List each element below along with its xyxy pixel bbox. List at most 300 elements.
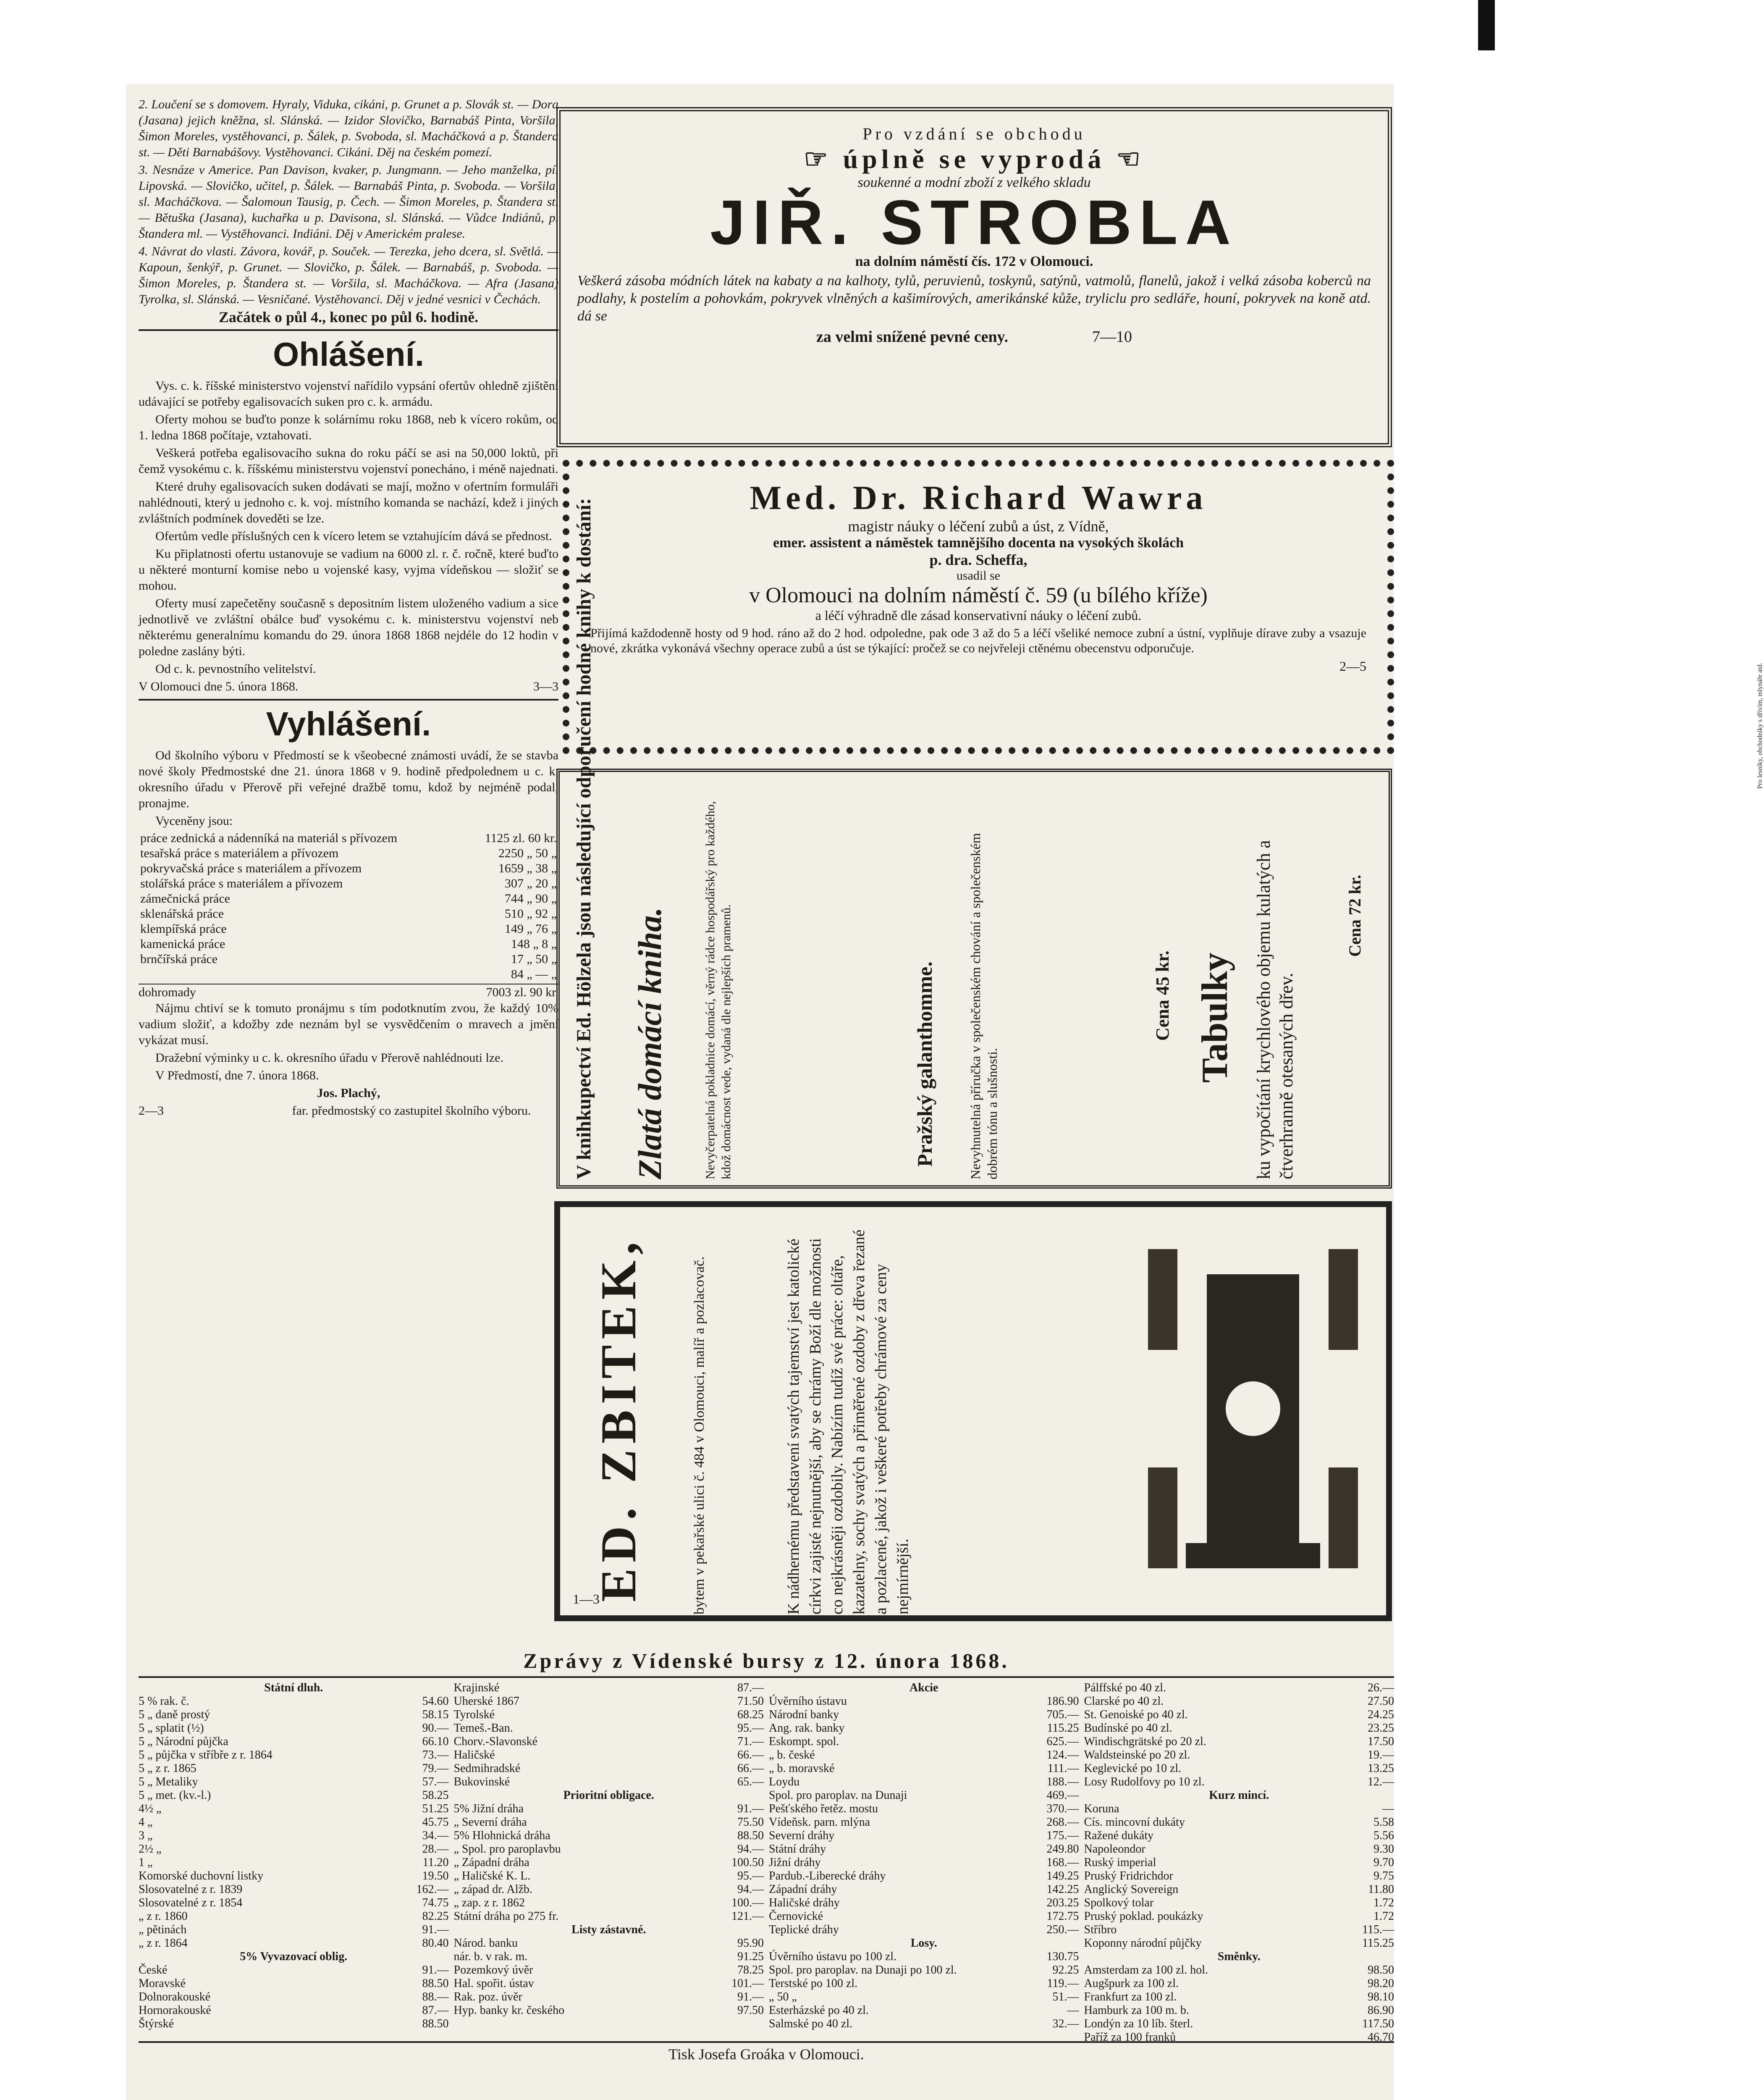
zbitek-text: K nádhernému představení svatých tajemství jest katolické církvi zajisté nejnutnější, aby se chrámy Boží dle možnosti co nejkrásněji ozdobily. Nabízím tudíž své práce: oltáře, kazatelny, sochy svatých a přiměřené ozdoby z dřeva řezané a pozlacené, jakož i veškeré potřeby chrámové za ceny nejmírnější. [785, 1229, 912, 1614]
ad-strobl-line2 [577, 144, 1371, 175]
bourse-label: Keglevické po 10 zl. [1084, 1762, 1182, 1775]
vyhlaseni-items-head: Vyceněny jsou: [155, 814, 233, 828]
bourse-row [1084, 1896, 1394, 1910]
bourse-label: České [139, 1964, 168, 1977]
bourse-row [454, 1802, 764, 1816]
ad-strobl [556, 107, 1392, 447]
bourse-label: 5 „ Národní půjčka [139, 1735, 228, 1748]
bourse-label: Paříž za 100 franků [1084, 2031, 1176, 2044]
bourse-label: Dolnorakouské [139, 1990, 211, 2003]
bourse-label: Komorské duchovní listky [139, 1869, 264, 1882]
bourse-value: 51.25 [422, 1802, 449, 1815]
bourse-value: 111.— [1047, 1762, 1079, 1775]
bourse-row [769, 1789, 1079, 1802]
bourse-label: 4½ „ [139, 1802, 162, 1815]
bourse-value: 66.— [737, 1762, 764, 1775]
bourse-col-state-debt [139, 1681, 449, 2044]
bourse-row [1084, 1910, 1394, 1923]
bourse-row [454, 1977, 764, 1990]
ohlaseni-p2: Oferty mohou se buďto ponze k solárnímu roku 1868, neb k vícero rokům, od 1. ledna 1868 počítaje, vztahovati. [139, 412, 558, 442]
bourse-value: 98.50 [1368, 1964, 1394, 1977]
bourse-value: 45.75 [422, 1816, 449, 1829]
bourse-label: Severní dráhy [769, 1829, 835, 1842]
vyhlaseni-total-label: dohromady [139, 985, 196, 999]
bourse-label: Haličské dráhy [769, 1896, 840, 1909]
vyhlaseni-p3: Dražební výminky u c. k. okresního úřadu v Přerově nahlédnouti lze. [155, 1051, 503, 1065]
bourse-label: 5 % rak. č. [139, 1695, 189, 1708]
bourse-row [769, 1977, 1079, 1990]
bourse-label: Koponny národní půjčky [1084, 1937, 1202, 1950]
ohlaseni-p3: Veškerá potřeba egalisovacího sukna do roku páčí se asi na 50,000 loktů, při čemž vysokému c. k. říšskému ministerstvu vojenství ponecháno, i méně najednati. [139, 446, 558, 476]
bourse-label: „ zap. z r. 1862 [453, 1896, 525, 1909]
bourse-label: Sedmihradské [453, 1762, 521, 1775]
book-desc-2: Nevyhnutelná příručka v společenském chování a společenském dobrém tónu a slušnosti. [968, 833, 1000, 1179]
bourse-value: 124.— [1046, 1748, 1079, 1761]
bourse-label: Pruský Fridrichdor [1084, 1869, 1173, 1882]
bourse-label: Slosovatelné z r. 1854 [139, 1896, 243, 1909]
books-heading: V knihkupectví Ed. Hölzela jsou následující odporučení hodné knihy k dostání: [573, 498, 595, 1179]
bourse-row [454, 1748, 764, 1762]
bourse-label: „ 50 „ [769, 1990, 797, 2003]
bourse-report [139, 1648, 1394, 2044]
bourse-row [454, 1816, 764, 1829]
bourse-value: 98.20 [1368, 1977, 1394, 1990]
ad-strobl-line3: soukenné a modní zboží z velkého skladu [857, 175, 1091, 190]
bourse-value: 168.— [1046, 1856, 1079, 1869]
books-col-8 [1253, 789, 1337, 1184]
bourse-section-head: Losy. [910, 1937, 937, 1950]
bourse-value: 115.25 [1362, 1937, 1394, 1950]
bourse-col-shares [769, 1681, 1079, 2044]
bourse-label: Clarské po 40 zl. [1084, 1695, 1164, 1708]
vyhlaseni-signer-role: far. předmostský co zastupitel školního výboru. [292, 1104, 531, 1118]
vyhlaseni-cost-table [139, 831, 558, 982]
bourse-label: Spolkový tolar [1084, 1896, 1154, 1909]
bourse-label: „ Západní dráha [453, 1856, 529, 1869]
ad-wawra-line3: p. dra. Scheffa, [929, 551, 1027, 568]
books-col-10 [1756, 663, 1764, 1184]
bourse-row [1084, 2004, 1394, 2017]
book-price-2: Cena 72 kr. [1345, 874, 1364, 957]
cost-value: 307 „ 20 „ [504, 877, 557, 890]
ad-wawra-body: Přijímá každodenně hosty od 9 hod. ráno až do 2 hod. odpoledne, pak ode 3 až do 5 a léčí všeliké nemoce zubní a ústní, vyplňuje dírave zuby a vsazuje nové, zkrátka vykonává všechny operace zubů a úst se týkající: pročež se co nejvřeleji ctěnému obecenstvu odporučuje. [590, 626, 1366, 655]
bourse-row [139, 1695, 449, 1708]
bourse-row [454, 1762, 764, 1775]
bourse-row [454, 1896, 764, 1910]
vyhlaseni-date: V Předmostí, dne 7. února 1868. [155, 1068, 319, 1082]
bourse-row [1084, 1937, 1394, 1950]
bourse-row [1084, 1856, 1394, 1869]
bourse-row [769, 1950, 1079, 1964]
zbitek-addr-col [690, 1224, 774, 1619]
bourse-value: 188.— [1046, 1775, 1079, 1788]
bourse-col-lots [1084, 1681, 1394, 2044]
cast-scene-2: 2. Loučení se s domovem. Hyraly, Viduka, cikáni, p. Grunet a p. Slovák st. — Dora (Jasana) jejich kněžna, sl. Slánská. — Izidor Slovičko, Barnabáš Pinta, Voršila, Šimon Moreles, vystěhovanci, p. Šálek, p. Svoboda, sl. Macháčková a p. Štandera st. — Děti Barnabášovy. Vystěhovanci. Cikáni. Děj na českém pomezí. [139, 97, 558, 159]
bourse-value: 94.— [737, 1843, 764, 1856]
ad-wawra-line2: emer. assistent a náměstek tamnějšího docenta na vysokých školách [773, 535, 1184, 551]
bourse-value: 27.50 [1368, 1695, 1394, 1708]
bourse-label: 5 „ splatit (½) [139, 1722, 204, 1735]
cost-label: kamenická práce [140, 937, 225, 951]
cost-label: sklenářská práce [140, 907, 224, 921]
bourse-value: 91.— [422, 1923, 449, 1936]
bourse-row [1084, 1762, 1394, 1775]
ad-wawra-line4: usadil se [956, 569, 1001, 583]
bourse-col-bonds [454, 1681, 764, 2044]
book-desc-3: ku vypočítání krychlového objemu kulatých a čtverhranně otesaných dřev. [1253, 840, 1297, 1179]
bourse-label: 5 „ daně prostý [139, 1708, 210, 1721]
bourse-row [769, 1695, 1079, 1708]
cost-value: 744 „ 90 „ [504, 892, 557, 906]
books-col-9 [1341, 789, 1379, 1184]
bourse-value: 17.50 [1368, 1735, 1394, 1748]
books-col-3 [702, 789, 896, 1184]
scan-edge-mark [1478, 0, 1495, 50]
statue-bottom-left [1148, 1467, 1177, 1568]
statue-top-left [1148, 1249, 1177, 1350]
ad-strobl-address: na dolním náměstí čís. 172 v Olomouci. [855, 254, 1093, 269]
bourse-label: Ražené dukáty [1084, 1829, 1154, 1842]
bourse-label: Úvěrního ústavu po 100 zl. [769, 1950, 897, 1963]
bourse-section-head: 5% Vyvazovací oblig. [240, 1950, 348, 1963]
vyhlaseni-total-value: 7003 zl. 90 kr. [486, 985, 558, 999]
bourse-row [769, 1843, 1079, 1856]
bourse-label: Tyrolské [453, 1708, 495, 1721]
bourse-label: „ Severní dráha [453, 1816, 527, 1829]
statue-top-right [1329, 1249, 1358, 1350]
bourse-value: 80.40 [422, 1937, 449, 1950]
bourse-row [454, 1843, 764, 1856]
bourse-label: Rak. poz. úvěr [453, 1990, 522, 2003]
bourse-value: 469.— [1046, 1789, 1079, 1802]
bourse-label: Napoleondor [1084, 1843, 1145, 1856]
bourse-label: Windischgrätské po 20 zl. [1084, 1735, 1206, 1748]
bourse-row [769, 1829, 1079, 1843]
bourse-label: Cís. mincovní dukáty [1084, 1816, 1185, 1829]
bourse-row [454, 1937, 764, 1950]
bourse-row [139, 1923, 449, 1937]
bourse-row [139, 1762, 449, 1775]
bourse-row [139, 1990, 449, 2004]
bourse-row [1084, 1816, 1394, 1829]
ad-wawra-line1: magistr náuky o léčení zubů a úst, z Vídně, [848, 518, 1109, 535]
bourse-value: 86.90 [1368, 2004, 1394, 2017]
bourse-value: 71.— [737, 1735, 764, 1748]
bourse-row [769, 1802, 1079, 1816]
ad-strobl-sale: úplně se vyprodá [843, 144, 1106, 174]
bourse-row [139, 1802, 449, 1816]
bourse-row [454, 1964, 764, 1977]
pointing-hand-icon: ☜ [1105, 144, 1145, 174]
bourse-label: 5% Hlohnická dráha [453, 1829, 550, 1842]
bourse-label: Anglický Sovereign [1084, 1883, 1179, 1896]
bourse-label: Štýrské [139, 2017, 174, 2030]
bourse-value: 13.25 [1368, 1762, 1394, 1775]
bourse-value: — [1067, 2004, 1079, 2017]
bourse-label: Slosovatelné z r. 1839 [139, 1883, 243, 1896]
bourse-value: 66.— [737, 1748, 764, 1761]
ad-strobl-line1: Pro vzdání se obchodu [862, 124, 1086, 143]
bourse-label: Koruna [1084, 1802, 1119, 1815]
cost-row [139, 906, 558, 921]
bourse-label: nár. b. v rak. m. [453, 1950, 528, 1963]
bourse-value: 101.— [731, 1977, 764, 1990]
bourse-value: 68.25 [737, 1708, 764, 1721]
bourse-value: 149.25 [1046, 1869, 1079, 1882]
bourse-label: Pálffské po 40 zl. [1084, 1681, 1166, 1694]
bourse-label: „ z r. 1860 [139, 1910, 188, 1923]
books-col-1 [568, 498, 619, 1184]
bourse-value: 91.— [422, 1964, 449, 1977]
bourse-value: 71.50 [737, 1695, 764, 1708]
bourse-value: 705.— [1046, 1708, 1079, 1721]
cost-value: 149 „ 76 „ [504, 922, 557, 936]
bourse-value: 82.25 [422, 1910, 449, 1923]
bourse-row [454, 1829, 764, 1843]
cost-label: tesařská práce s materiálem a přívozem [140, 846, 339, 860]
bourse-row [1084, 1964, 1394, 1977]
ohlaseni-p7: Oferty musí zapečetěny současně s depositním listem uloženého vadium a sice jednotlivě ve zvláštní obálce buď vysokému c. k. ministerstvu vojenství neb některému generalnímu komandu do 29. února 1868 1868 nejdéle do 12 hodin v poledne zaslány býti. [139, 596, 558, 658]
cost-label: pokryvačská práce s materiálem a přívozem [140, 861, 362, 875]
bourse-row [1084, 1990, 1394, 2004]
bourse-label: Krajinské [453, 1681, 500, 1694]
bourse-value: 79.— [422, 1762, 449, 1775]
bourse-section-head: Kurz mincí. [1209, 1789, 1269, 1802]
bourse-value: 370.— [1046, 1802, 1079, 1815]
altar-illustration [1131, 1224, 1375, 1593]
bourse-title: Zprávy z Vídenské bursy z 12. února 1868. [139, 1648, 1394, 1678]
ad-zbitek [554, 1201, 1392, 1621]
ad-strobl-footer [577, 328, 1371, 346]
bourse-value: 9.70 [1373, 1856, 1394, 1869]
bourse-label: 5 „ půjčka v stříbře z r. 1864 [139, 1748, 273, 1761]
left-column [139, 97, 558, 1119]
ad-wawra-name: Med. Dr. Richard Wawra [750, 480, 1207, 517]
bourse-row [454, 1990, 764, 2004]
bourse-label: Jižní dráhy [769, 1856, 821, 1869]
books-col-7 [1190, 789, 1248, 1184]
cost-row [139, 952, 558, 967]
zbitek-number: 1—3 [573, 1591, 600, 1606]
statue-bottom-right [1329, 1467, 1358, 1568]
bourse-row [454, 1722, 764, 1735]
bourse-row [139, 1977, 449, 1990]
bourse-label: Frankfurt za 100 zl. [1084, 1990, 1177, 2003]
bourse-value: 26.— [1368, 1681, 1394, 1694]
bourse-value: 78.25 [737, 1964, 764, 1977]
bourse-row [1084, 1708, 1394, 1722]
bourse-value: 94.— [737, 1883, 764, 1896]
bourse-value: 88.50 [737, 1829, 764, 1842]
bourse-value: 91.— [737, 1802, 764, 1815]
bourse-value: 87.— [737, 1681, 764, 1694]
bourse-row [139, 1748, 449, 1762]
pointing-hand-icon: ☞ [804, 144, 843, 174]
bourse-value: 9.75 [1373, 1869, 1394, 1882]
bourse-value: 88.50 [422, 1977, 449, 1990]
bourse-label: Losy Rudolfovy po 10 zl. [1084, 1775, 1205, 1788]
vyhlaseni-number: 2—3 [139, 1104, 164, 1118]
ohlaseni-title: Ohlášení. [273, 336, 425, 373]
bourse-value: 95.— [737, 1722, 764, 1735]
bourse-row [1084, 1802, 1394, 1816]
bourse-section-head: Listy zástavné. [571, 1923, 646, 1936]
bourse-row [139, 1883, 449, 1896]
bourse-label: Bukovinské [453, 1775, 510, 1788]
altar-base [1186, 1543, 1320, 1568]
bourse-label: Hyp. banky kr. českého [453, 2004, 565, 2017]
cost-value: 2250 „ 50 „ [498, 846, 557, 860]
ad-wawra [563, 460, 1394, 754]
cost-value: 1125 zl. 60 kr. [485, 831, 557, 845]
cost-label: práce zednická a nádenníká na materiál s přívozem [140, 831, 398, 845]
bourse-row [139, 2004, 449, 2017]
bourse-value: 54.60 [422, 1695, 449, 1708]
ad-strobl-body: Veškerá zásoba módních látek na kabaty a na kalhoty, tylů, peruvienů, toskynů, satýnů, vatmolů, flanelů, jakož i velká zásoba koberců na podlahy, k postelím a pohovkám, pokryvek vlněných a kašimírových, amerikánské kůže, tryliclu pro sedláře, houní, pokryvek na koně atd. dá se [577, 273, 1371, 324]
bourse-label: Londýn za 10 líb. šterl. [1084, 2017, 1193, 2030]
zbitek-address: bytem v pekařské ulici č. 484 v Olomouci, malíř a pozlacovač. [692, 1256, 707, 1614]
cost-label: stolářská práce s materiálem a přívozem [140, 877, 343, 890]
ad-wawra-number: 2—5 [1339, 659, 1366, 674]
bourse-label: „ b. české [769, 1748, 815, 1761]
bourse-row [769, 1923, 1079, 1937]
bourse-section-head: Akcie [910, 1681, 938, 1694]
book-title-2: Pražský galanthomme. [913, 961, 936, 1167]
altar-monstrance [1224, 1379, 1282, 1438]
bourse-row [139, 1816, 449, 1829]
cost-row [139, 861, 558, 876]
ohlaseni-number: 3—3 [533, 680, 558, 693]
cast-scene-4: 4. Návrat do vlasti. Závora, kovář, p. Souček. — Terezka, jeho dcera, sl. Světlá. — Kapoun, šenkýř, p. Grunet. — Slovičko, p. Šálek. — Barnabáš, p. Svoboda. — Šimon Moreles, p. Štandera st. — Voršila, sl. Macháčkova. — Afra (Jasana) Tyrolka, sl. Slánská. — Vesničané. Vystěhovanci. Děj v jedné vesnici v Čechách. [139, 244, 558, 306]
ad-wawra-address: v Olomouci na dolním náměstí č. 59 (u bílého kříže) [749, 583, 1208, 607]
ohlaseni-p1: Vys. c. k. říšské ministerstvo vojenství nařídilo vypsání ofertův ohledně zjištění udávající se potřeby egalisovacích suken pro c. k. armádu. [139, 379, 558, 409]
bourse-row [769, 1896, 1079, 1910]
ad-strobl-name: JIŘ. STROBLA [710, 187, 1238, 257]
vyhlaseni-sign-row [139, 1103, 558, 1119]
bourse-row [1084, 1722, 1394, 1735]
bourse-value: 121.— [731, 1910, 764, 1923]
bourse-row [454, 1708, 764, 1722]
bourse-value: 57.— [422, 1775, 449, 1788]
bourse-value: 23.25 [1368, 1722, 1394, 1735]
bourse-row [1084, 1883, 1394, 1896]
bourse-value: 162.— [416, 1883, 449, 1896]
bourse-row [139, 1708, 449, 1722]
performance-time: Začátek o půl 4., konec po půl 6. hodině. [218, 309, 479, 326]
bourse-row [139, 1775, 449, 1789]
bourse-value: 5.56 [1373, 1829, 1394, 1842]
bourse-row [1084, 1829, 1394, 1843]
bourse-row [1084, 1748, 1394, 1762]
bourse-label: 5 „ z r. 1865 [139, 1762, 197, 1775]
bourse-label: Teplické dráhy [769, 1923, 839, 1936]
bourse-row [769, 1735, 1079, 1748]
books-col-5 [967, 789, 1143, 1184]
zbitek-name: ED. ZBITEK, [590, 1236, 646, 1602]
bourse-row [454, 1735, 764, 1748]
bourse-row [769, 1856, 1079, 1869]
bourse-label: 5 „ Metaliky [139, 1775, 198, 1788]
vyhlaseni-signer: Jos. Plachý, [317, 1086, 380, 1100]
bourse-label: Salmské po 40 zl. [769, 2017, 853, 2030]
bourse-value: 98.10 [1368, 1990, 1394, 2003]
bourse-row [139, 1869, 449, 1883]
bourse-label: 2½ „ [139, 1843, 162, 1856]
bourse-label: Západní dráhy [769, 1883, 837, 1896]
ohlaseni-date: V Olomouci dne 5. února 1868. [139, 680, 299, 693]
bourse-row [1084, 1923, 1394, 1937]
bourse-value: 1.72 [1373, 1896, 1394, 1909]
bourse-label: 3 „ [139, 1829, 153, 1842]
book-audience: Pro lesníky, obchodníky s dřívím, mlynáře atd. [1756, 663, 1764, 789]
cost-row [139, 937, 558, 952]
bourse-value: 46.70 [1368, 2031, 1394, 2044]
bourse-value: 97.50 [737, 2004, 764, 2017]
bourse-row [769, 1708, 1079, 1722]
bourse-label: Chorv.-Slavonské [453, 1735, 538, 1748]
bourse-row [139, 1735, 449, 1748]
bourse-value: 24.25 [1368, 1708, 1394, 1721]
bourse-value: 100.50 [731, 1856, 764, 1869]
cost-row [139, 921, 558, 937]
ohlaseni-signature: Od c. k. pevnostního velitelství. [155, 662, 316, 676]
cost-label: brnčířská práce [140, 952, 218, 966]
bourse-label: „ b. moravské [769, 1762, 835, 1775]
cost-label: klempířská práce [140, 922, 227, 936]
bourse-row [139, 1843, 449, 1856]
bourse-row [1084, 1775, 1394, 1789]
bourse-row [769, 1883, 1079, 1896]
bourse-label: Hornorakouské [139, 2004, 211, 2017]
ad-strobl-number: 7—10 [1092, 328, 1132, 346]
bourse-row [454, 1856, 764, 1869]
cast-scene-3: 3. Nesnáze v Americe. Pan Davison, kvaker, p. Jungmann. — Jeho manželka, pí. Lipovská. — Slovičko, učitel, p. Šálek. — Barnabáš Pinta, p. Svoboda. — Voršila, sl. Macháčkova. — Šalomoun Tausig, p. Čech. — Šimon Moreles, p. Štandera st. — Bětuška (Jasana), kuchařka u p. Davisona, sl. Slánská. — Vůdce Indiánů, p. Štandera ml. — Vystěhovanci. Indiáni. Děj v Americkém pralese. [139, 163, 558, 241]
bourse-row [139, 1829, 449, 1843]
bourse-value: 625.— [1046, 1735, 1079, 1748]
book-desc-1: Nevyčerpatelná pokladnice domácí, věrný rádce hospodářský pro každého, kdož domácnost vede, vydaná dle nejlepších pramenů. [703, 801, 733, 1179]
bourse-label: „ pětinách [139, 1923, 187, 1936]
bourse-row [454, 2004, 764, 2017]
bourse-row [769, 2017, 1079, 2031]
bourse-value: 87.— [422, 2004, 449, 2017]
bourse-row [454, 1869, 764, 1883]
bourse-value: 34.— [422, 1829, 449, 1842]
bourse-label: Hal. spořit. ústav [453, 1977, 534, 1990]
bourse-section-head: Prioritní obligace. [563, 1789, 654, 1802]
bourse-row [769, 1910, 1079, 1923]
bourse-label: Ang. rak. banky [769, 1722, 845, 1735]
bourse-value: 58.15 [422, 1708, 449, 1721]
bourse-section-head: Státní dluh. [264, 1681, 323, 1694]
bourse-value: 92.25 [1052, 1964, 1079, 1977]
divider [139, 329, 558, 331]
bourse-value: 9.30 [1373, 1843, 1394, 1856]
bourse-label: 1 „ [139, 1856, 153, 1869]
bourse-row [769, 1748, 1079, 1762]
bourse-label: Pešťského řetěz. mostu [769, 1802, 878, 1815]
vyhlaseni-p2: Nájmu chtiví se k tomuto pronájmu s tím podotknutím zvou, že každý 10% vadium složiť, a kdožby zde neznám byl se vysvědčením o mravech a jmění vykázat musí. [139, 1001, 558, 1047]
bourse-row [139, 2017, 449, 2031]
bourse-row [139, 1910, 449, 1923]
bourse-value: 1.72 [1373, 1910, 1394, 1923]
bourse-label: Národ. banku [453, 1937, 518, 1950]
cost-row [139, 967, 558, 982]
bourse-row [454, 1910, 764, 1923]
bourse-row [769, 2004, 1079, 2017]
ad-wawra-line6: a léčí výhradně dle zásad konservativní náuky o léčení zubů. [815, 608, 1142, 623]
bourse-row [139, 1896, 449, 1910]
bourse-value: 95.90 [737, 1937, 764, 1950]
